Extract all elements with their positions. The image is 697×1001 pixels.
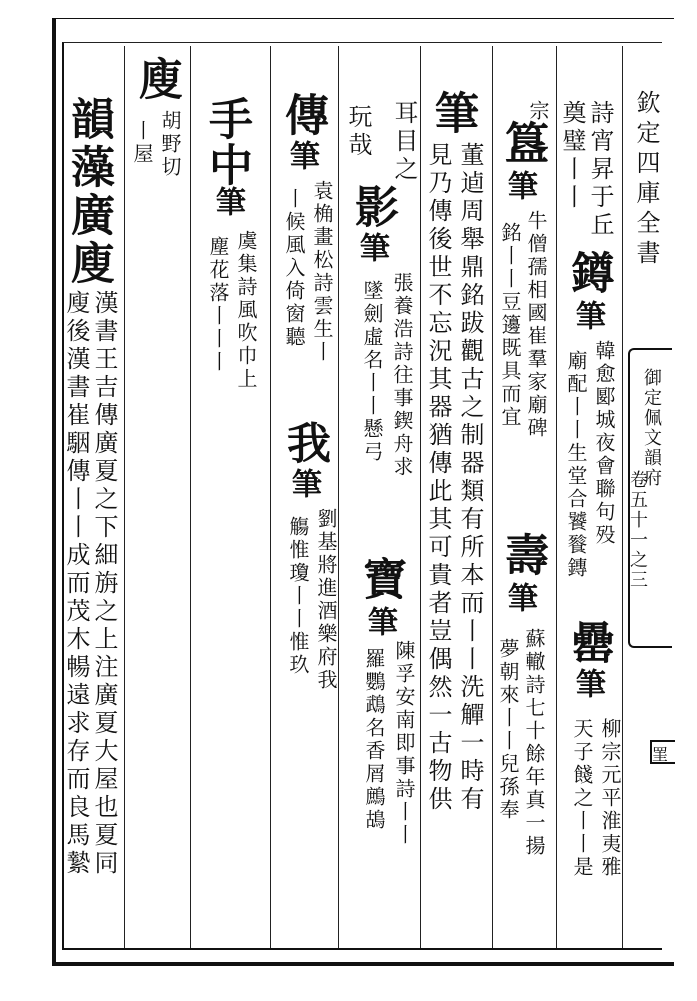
entry-head-char: 筆 — [354, 232, 389, 262]
text-run: 牛僧孺相國崔羣家廟碑 — [524, 210, 548, 440]
entry-head — [427, 90, 478, 136]
entry-head-char: 簋 — [497, 120, 548, 166]
text-run: 胡野切 — [158, 110, 182, 179]
entry-head-char: 我 — [279, 420, 330, 466]
entry-head-char: 手中 — [201, 96, 252, 188]
rhyme-head — [131, 56, 182, 102]
text-run: 丨候風入倚窗聽 — [282, 188, 306, 349]
text-column — [312, 180, 332, 364]
text-run: 虞集詩風吹巾上 — [234, 230, 258, 391]
entry-head — [63, 144, 114, 190]
text-run: 羅鸚鵡名香屑鷓鴣 — [362, 648, 386, 832]
text-column — [392, 272, 412, 479]
text-column — [394, 640, 414, 847]
text-column — [92, 290, 116, 878]
text-column — [498, 638, 518, 822]
text-run: 天子餞之丨丨是 — [570, 718, 594, 879]
text-run: 宗 — [526, 100, 550, 123]
text-column — [316, 508, 336, 692]
entry-head — [63, 240, 114, 286]
text-column — [392, 100, 416, 184]
text-run: 袁桷畫松詩雲生丨 — [310, 180, 334, 364]
text-run: 張養浩詩往事鍥舟求 — [390, 272, 414, 479]
text-column — [160, 110, 180, 179]
entry-head-char: 廋 — [131, 56, 182, 102]
text-run: 銘丨丨豆籩既具而宜 — [498, 222, 522, 429]
entry-head-char: 筆 — [502, 170, 537, 200]
entry-head-char: 傳 — [277, 92, 328, 138]
entry-head-char: 廣 — [63, 192, 114, 238]
text-column — [362, 280, 382, 464]
text-run: 塵花落丨丨丨 — [206, 236, 230, 374]
column-rule — [270, 46, 271, 948]
text-run: 見乃傳後世不忘況其器猶傳此其可貴者豈偶然一古物供 — [424, 142, 452, 814]
library-title: 欽定四庫全書 — [632, 90, 660, 270]
text-run: 蘇轍詩七十餘年真一揚 — [522, 628, 546, 858]
text-run: 漢書王吉傳廣夏之下細旃之上注廣夏大屋也夏同 — [90, 290, 118, 878]
entry-head-char: 廋 — [63, 240, 114, 286]
column-rule — [190, 46, 191, 948]
text-run: 奠璧丨丨 — [558, 100, 586, 212]
entry-head-char: 罍 — [563, 620, 614, 666]
entry-head — [347, 184, 398, 230]
entry-head — [563, 250, 614, 296]
text-column — [288, 516, 308, 677]
column-rule — [338, 46, 339, 948]
text-column — [526, 210, 546, 440]
entry-head-char: 筆 — [362, 606, 397, 636]
text-run: 耳目之 — [390, 100, 418, 184]
text-column — [594, 340, 614, 547]
text-column — [588, 100, 612, 240]
header-margin — [616, 60, 674, 360]
entry-head-char: 筆 — [570, 300, 605, 330]
text-column — [560, 100, 584, 212]
text-run: 廋後漢書崔駰傳丨丨成而茂木暢遠求存而良馬縶 — [62, 290, 90, 878]
text-column — [566, 350, 586, 580]
entry-head — [362, 606, 397, 636]
text-run: 詩宵昇于丘 — [586, 100, 614, 240]
entry-head-char: 筆 — [284, 140, 319, 170]
column-rule — [420, 46, 421, 948]
entry-head — [279, 420, 330, 466]
volume-number: 卷五十一之三 — [627, 470, 648, 590]
text-run: 陳孚安南即事詩丨丨 — [392, 640, 416, 847]
text-column — [364, 648, 384, 832]
text-column — [64, 290, 88, 878]
entry-head-char: 寶 — [355, 556, 406, 602]
entry-head-char: 藻 — [63, 144, 114, 190]
text-column — [458, 142, 482, 814]
entry-head-char: 筆 — [502, 582, 537, 612]
entry-head — [277, 92, 328, 138]
text-column — [524, 628, 544, 858]
entry-head — [563, 620, 614, 666]
entry-head — [63, 96, 114, 142]
entry-head — [502, 582, 537, 612]
text-run: 丨屋 — [130, 120, 154, 166]
volume-label: 御定佩文韻府 — [641, 368, 662, 488]
entry-head-char: 筆 — [570, 668, 605, 698]
column-rule — [492, 46, 493, 948]
page-tab-label: 罣 — [652, 745, 669, 764]
entry-head — [570, 668, 605, 698]
text-column — [236, 230, 256, 391]
text-run: 韓愈郾城夜會聯句殁 — [592, 340, 616, 547]
entry-head — [502, 170, 537, 200]
entry-head — [201, 96, 252, 188]
entry-head — [63, 192, 114, 238]
text-run: 墜劍虛名丨丨懸弓 — [360, 280, 384, 464]
entry-head — [354, 232, 389, 262]
text-column — [346, 104, 370, 160]
text-run: 劉基將進酒樂府我 — [314, 508, 338, 692]
entry-head-char: 筆 — [210, 186, 245, 216]
text-column — [132, 120, 152, 166]
entry-head — [355, 556, 406, 602]
column-rule — [124, 46, 125, 948]
entry-head — [497, 532, 548, 578]
text-run: 廟配丨丨生堂合饕餮鏄 — [564, 350, 588, 580]
entry-head — [284, 140, 319, 170]
entry-head-char: 筆 — [286, 468, 321, 498]
page-tab — [650, 740, 675, 764]
text-column — [208, 236, 228, 374]
entry-head-char: 鐏 — [563, 250, 614, 296]
entry-head — [210, 186, 245, 216]
text-run: 董逌周舉鼎銘跋觀古之制器類有所本而丨丨洗觶一時有 — [456, 142, 484, 814]
text-column — [284, 188, 304, 349]
entry-head — [570, 300, 605, 330]
text-column — [572, 718, 592, 879]
entry-head-char: 筆 — [427, 90, 478, 136]
entry-head-char: 壽 — [497, 532, 548, 578]
text-run: 夢朝來丨丨兒孫奉 — [496, 638, 520, 822]
entry-head-char: 影 — [347, 184, 398, 230]
text-column — [426, 142, 450, 814]
text-run: 觴惟瓊丨丨惟玖 — [286, 516, 310, 677]
entry-head — [497, 120, 548, 166]
text-column — [500, 222, 520, 429]
text-run: 玩哉 — [344, 104, 372, 160]
column-rule — [556, 46, 557, 948]
entry-head-char: 韻 — [63, 96, 114, 142]
text-column — [600, 718, 620, 879]
text-run: 柳宗元平淮夷雅 — [598, 718, 622, 879]
entry-head — [286, 468, 321, 498]
